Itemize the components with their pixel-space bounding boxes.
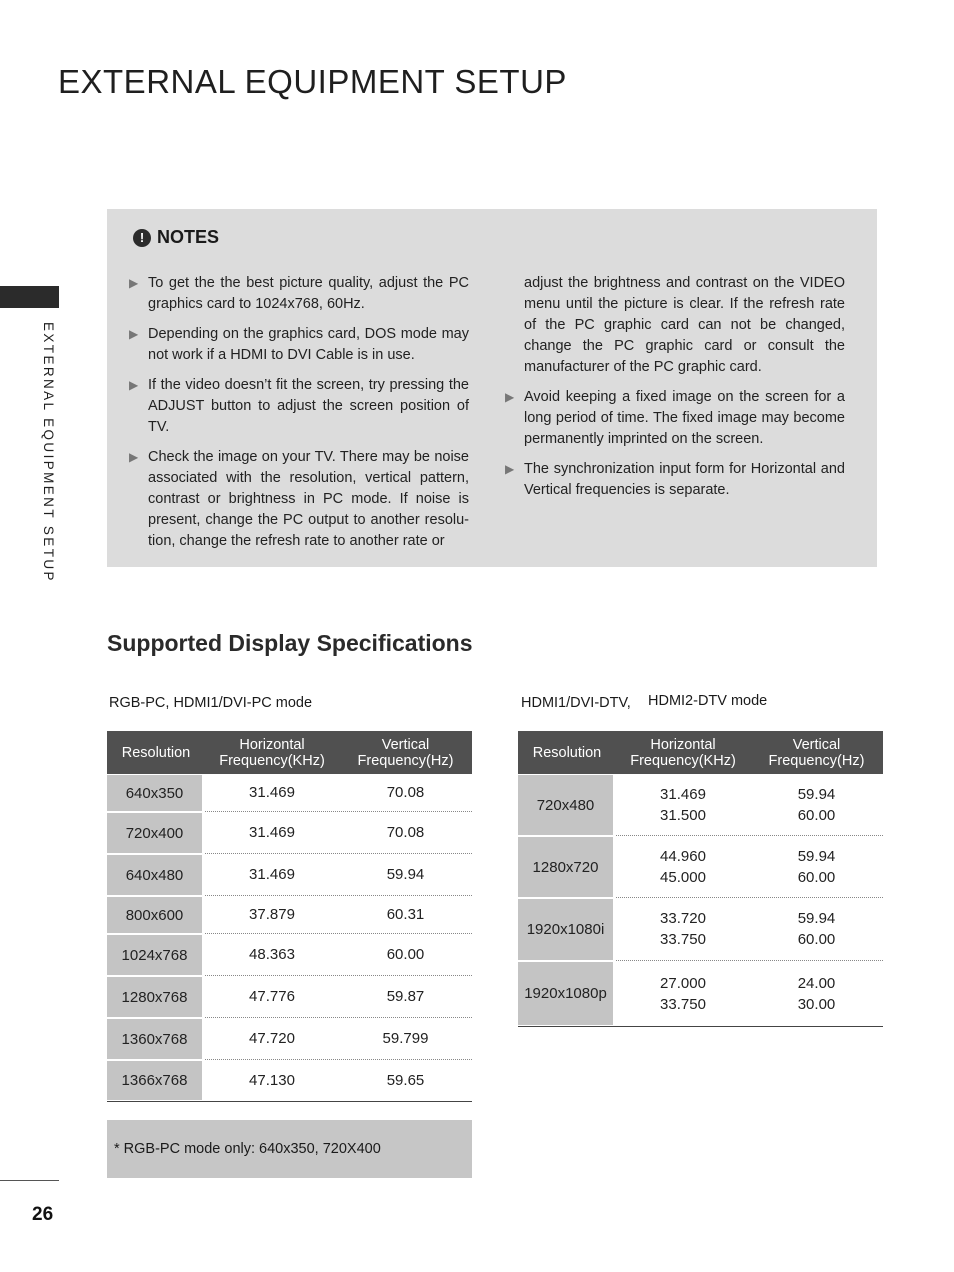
note-item: ▶ Check the image on your TV. There may be noise associated with the resolution, vertical pattern, contrast or brightness in PC mode. If noise is present, change the PC output to another resolu-tion, change the refresh rate to another rate or <box>129 449 469 549</box>
page-number: 26 <box>32 1204 54 1225</box>
value-area <box>205 774 472 812</box>
horizontal-frequency-cell: 31.469 <box>249 824 295 841</box>
vertical-frequency-cell: 70.08 <box>386 784 425 801</box>
resolution-cell: 1280x768 <box>107 977 202 1017</box>
pc-table-body <box>107 774 472 1101</box>
vertical-frequency-cell: 59.94 <box>386 866 425 883</box>
value-area <box>616 774 883 836</box>
resolution-cell: 640x480 <box>107 855 202 895</box>
resolution-cell: 1366x768 <box>107 1061 202 1100</box>
section-title: Supported Display Specifications <box>107 630 473 656</box>
arrow-bullet-icon: ▶ <box>129 450 139 464</box>
horizontal-frequency-cell: 48.363 <box>249 946 295 963</box>
note-item: ▶ To get the the best picture quality, adjust the PC graphics card to 1024x768, 60Hz. <box>129 275 469 312</box>
table-row <box>107 774 472 812</box>
notes-header <box>133 227 219 248</box>
value-area <box>205 812 472 854</box>
arrow-bullet-icon: ▶ <box>129 276 139 290</box>
resolution-cell: 1920x1080i <box>518 899 613 960</box>
horizontal-frequency-cell: 47.130 <box>249 1072 295 1089</box>
side-tab-marker <box>0 286 59 308</box>
header-vertical: Vertical Frequency(Hz) <box>357 736 454 769</box>
footer-rule <box>0 1180 59 1181</box>
header-horizontal: Horizontal Frequency(KHz) <box>630 736 736 769</box>
arrow-bullet-icon: ▶ <box>129 327 139 341</box>
vertical-frequency-cell: 59.65 <box>386 1072 425 1089</box>
exclamation-icon: ! <box>133 229 151 247</box>
value-area <box>205 976 472 1018</box>
note-continuation: adjust the brightness and contrast on the VIDEO menu until the picture is clear. If the refresh rate of the PC graphic card can not be changed, change the PC graphic card or consult the manufacturer of the PC graphic card. <box>524 275 845 375</box>
table-row <box>518 836 883 898</box>
table-row <box>107 896 472 934</box>
pc-spec-table <box>107 731 472 1102</box>
table-row <box>107 934 472 976</box>
resolution-cell: 1920x1080p <box>518 962 613 1025</box>
note-item: ▶ The synchronization input form for Horizontal and Vertical frequencies is separate. <box>505 461 845 498</box>
vertical-frequency-cell: 60.31 <box>386 906 425 923</box>
horizontal-frequency-cell: 44.960 45.000 <box>660 847 706 886</box>
note-item: ▶ Avoid keeping a fixed image on the screen for a long period of time. The fixed image may become permanently imprinted on the screen. <box>505 389 845 447</box>
pc-table-caption: RGB-PC, HDMI1/DVI-PC mode <box>109 695 313 711</box>
footnote-box <box>107 1120 472 1178</box>
note-item: ▶ Depending on the graphics card, DOS mode may not work if a HDMI to DVI Cable is in use. <box>129 326 469 363</box>
resolution-cell: 1024x768 <box>107 935 202 975</box>
footnote-text: * RGB-PC mode only: 640x350, 720X400 <box>114 1141 381 1157</box>
resolution-cell: 1280x720 <box>518 837 613 897</box>
value-area <box>205 854 472 896</box>
value-area <box>205 896 472 934</box>
resolution-cell: 720x400 <box>107 813 202 853</box>
table-row <box>107 1018 472 1060</box>
horizontal-frequency-cell: 47.776 <box>249 988 295 1005</box>
horizontal-frequency-cell: 37.879 <box>249 906 295 923</box>
resolution-cell: 720x480 <box>518 775 613 835</box>
vertical-frequency-cell: 59.799 <box>382 1030 429 1047</box>
horizontal-frequency-cell: 33.720 33.750 <box>660 910 706 948</box>
note-item: ▶ If the video doesn’t fit the screen, try pressing the ADJUST button to adjust the screen position of TV. <box>129 377 469 435</box>
resolution-cell: 800x600 <box>107 897 202 933</box>
value-area <box>205 1018 472 1060</box>
header-vertical: Vertical Frequency(Hz) <box>768 736 865 769</box>
vertical-frequency-cell: 70.08 <box>386 824 425 841</box>
header-horizontal: Horizontal Frequency(KHz) <box>219 736 325 769</box>
vertical-frequency-cell: 60.00 <box>386 946 425 963</box>
table-row <box>518 961 883 1026</box>
notes-title: NOTES <box>157 227 220 247</box>
value-area <box>205 1060 472 1101</box>
header-resolution: Resolution <box>121 744 191 761</box>
value-area <box>616 961 883 1026</box>
vertical-frequency-cell: 59.94 60.00 <box>797 910 836 948</box>
header-resolution: Resolution <box>532 744 602 761</box>
arrow-bullet-icon: ▶ <box>505 390 515 404</box>
value-area <box>205 934 472 976</box>
table-row <box>107 812 472 854</box>
resolution-cell: 640x350 <box>107 775 202 811</box>
dtv-spec-table <box>518 731 883 1027</box>
dtv-table-body <box>518 774 883 1026</box>
table-header <box>107 731 472 774</box>
notes-box <box>107 209 877 567</box>
value-area <box>616 836 883 898</box>
arrow-bullet-icon: ▶ <box>505 462 515 476</box>
notes-right-column <box>505 273 845 510</box>
horizontal-frequency-cell: 31.469 31.500 <box>660 785 706 824</box>
side-section-label: EXTERNAL EQUIPMENT SETUP <box>41 322 56 583</box>
resolution-cell: 1360x768 <box>107 1019 202 1059</box>
table-row <box>107 976 472 1018</box>
table-row <box>518 898 883 961</box>
table-row <box>518 774 883 836</box>
vertical-frequency-cell: 59.94 60.00 <box>797 785 836 824</box>
table-row <box>107 854 472 896</box>
horizontal-frequency-cell: 47.720 <box>249 1030 295 1047</box>
arrow-bullet-icon: ▶ <box>129 378 139 392</box>
horizontal-frequency-cell: 31.469 <box>249 866 295 883</box>
notes-left-column <box>129 273 469 561</box>
table-bottom-rule <box>107 1101 472 1102</box>
dtv-table-caption-a: HDMI1/DVI-DTV, <box>521 695 631 711</box>
table-header <box>518 731 883 774</box>
page-title: EXTERNAL EQUIPMENT SETUP <box>58 63 567 100</box>
vertical-frequency-cell: 59.87 <box>386 988 425 1005</box>
vertical-frequency-cell: 59.94 60.00 <box>797 847 836 886</box>
table-row <box>107 1060 472 1101</box>
value-area <box>616 898 883 961</box>
vertical-frequency-cell: 24.00 30.00 <box>797 974 836 1013</box>
dtv-table-caption-b: HDMI2-DTV mode <box>648 693 768 709</box>
horizontal-frequency-cell: 27.000 33.750 <box>660 974 706 1013</box>
table-bottom-rule <box>518 1026 883 1027</box>
horizontal-frequency-cell: 31.469 <box>249 784 295 801</box>
